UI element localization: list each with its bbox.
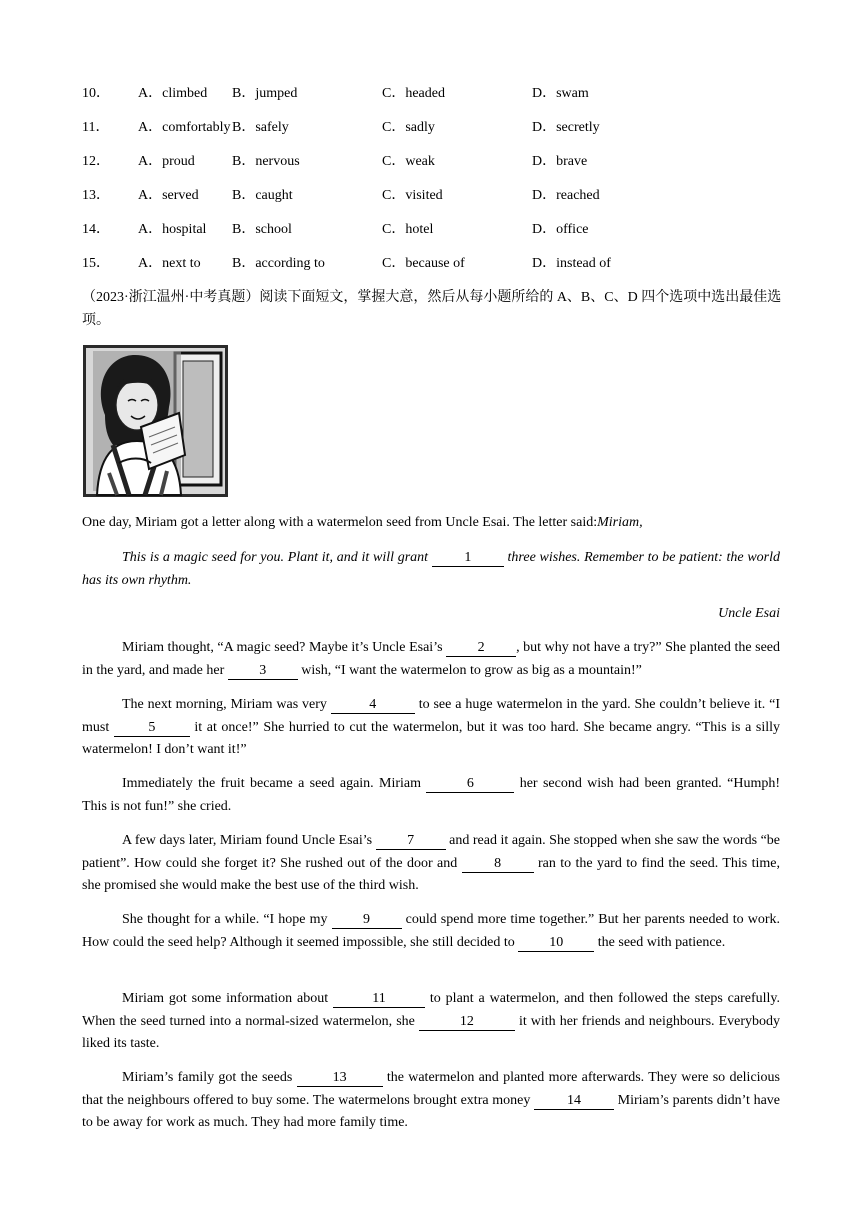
letter-body: [82, 547, 780, 592]
blank-14: 14: [534, 1093, 614, 1110]
paragraph-text: Miriam’s family got the seeds: [122, 1070, 297, 1085]
paragraph-text: A few days later, Miriam found Uncle Esai’s: [122, 833, 376, 848]
paragraph-text: her second wish had been granted. “Humph! This is not fun!” she cried.: [82, 776, 780, 814]
paragraph-text: Miriam got some information about: [122, 991, 334, 1006]
paragraph-text: and read it again. She stopped when she saw the words “be patient”. How could she forget it? She rushed out of the door and: [82, 833, 780, 871]
paragraph-text: it at once!” She hurried to cut the watermelon, but it was too hard. She became angry. “This is a silly watermelon! I don’t want it!”: [82, 719, 780, 758]
option-b: B．safely: [232, 120, 289, 135]
option-b: B．jumped: [232, 86, 298, 101]
blank-1: 1: [432, 550, 504, 567]
option-a: A．next to: [138, 256, 201, 271]
passage-paragraph-7: [82, 988, 780, 1056]
letter-signature: Uncle Esai: [718, 606, 780, 621]
blank-9: 9: [332, 912, 402, 929]
paragraph-text: Miriam thought, “A magic seed? Maybe it’s Uncle Esai’s: [122, 640, 447, 655]
passage-paragraph-3: [82, 694, 780, 762]
option-c: C．visited: [382, 188, 443, 203]
paragraph-text: three wishes. Remember to be patient: the world has its own rhythm.: [82, 550, 781, 588]
paragraph-text: , but why not have a try?” She planted the seed in the yard, and made her: [82, 640, 780, 678]
paragraph-text: could spend more time together.” But her parents needed to work. How could the seed help? Although it seemed impossible, she still decided to: [82, 912, 780, 950]
option-c: C．because of: [382, 256, 465, 271]
passage-paragraph-5: [82, 830, 780, 898]
paragraph-text: The next morning, Miriam was very: [122, 697, 331, 712]
paragraph-text: ran to the yard to find the seed. This time, she promised she would make the best use of the third wish.: [82, 855, 780, 894]
girl-reading-letter-illustration: [83, 345, 228, 497]
option-c: C．weak: [382, 154, 435, 169]
option-a: A．proud: [138, 154, 195, 169]
passage-paragraph-0: [82, 512, 780, 535]
blank-6: 6: [426, 776, 514, 793]
paragraph-text: the watermelon and planted more afterwards. They were so delicious that the neighbours offered to buy some. The watermelons brought extra money: [82, 1070, 780, 1108]
letter-greeting: Miriam,: [597, 515, 643, 530]
option-d: D．office: [532, 222, 589, 237]
paragraph-text: to plant a watermelon, and then followed the steps carefully. When the seed turned into a normal-sized watermelon, she: [82, 991, 781, 1029]
paragraph-text: to see a huge watermelon in the yard. She couldn’t believe it. “I must: [82, 697, 780, 735]
option-b: B．school: [232, 222, 292, 237]
option-b: B．according to: [232, 256, 325, 271]
blank-3: 3: [228, 663, 298, 680]
paragraph-text: She thought for a while. “I hope my: [122, 912, 332, 927]
blank-13: 13: [297, 1070, 383, 1087]
paragraph-text: This is a magic seed for you. Plant it, and it will grant: [122, 550, 432, 565]
option-d: D．brave: [532, 154, 588, 169]
exercise-instructions: （2023·浙江温州·中考真题）阅读下面短文，掌握大意，然后从每小题所给的 A、B、C、D 四个选项中选出最佳选项。: [82, 290, 782, 328]
blank-4: 4: [331, 697, 415, 714]
paragraph-text: One day, Miriam got a letter along with a watermelon seed from Uncle Esai. The letter said:: [82, 515, 598, 530]
question-number: 10．: [82, 86, 110, 101]
question-number: 14．: [82, 222, 110, 237]
passage-paragraph-4: [82, 773, 780, 818]
blank-10: 10: [518, 935, 594, 952]
option-c: C．headed: [382, 86, 445, 101]
option-c: C．hotel: [382, 222, 434, 237]
option-a: A．served: [138, 188, 199, 203]
option-d: D．secretly: [532, 120, 600, 135]
passage-paragraph-2: [82, 637, 780, 682]
blank-8: 8: [462, 856, 534, 873]
option-c: C．sadly: [382, 120, 435, 135]
option-d: D．instead of: [532, 256, 611, 271]
option-a: A．climbed: [138, 86, 208, 101]
passage-paragraph-6: [82, 909, 780, 954]
passage-paragraph-8: [82, 1067, 780, 1135]
option-a: A．hospital: [138, 222, 207, 237]
option-b: B．caught: [232, 188, 293, 203]
blank-2: 2: [446, 640, 516, 657]
question-number: 12．: [82, 154, 110, 169]
paragraph-text: Immediately the fruit became a seed again. Miriam: [122, 776, 427, 791]
question-number: 13．: [82, 188, 110, 203]
paragraph-text: the seed with patience.: [594, 934, 726, 950]
option-d: D．swam: [532, 86, 589, 101]
option-d: D．reached: [532, 188, 600, 203]
paragraph-text: it with her friends and neighbours. Everybody liked its taste.: [82, 1013, 780, 1052]
paragraph-text: wish, “I want the watermelon to grow as big as a mountain!”: [297, 662, 642, 678]
paragraph-text: Miriam’s parents didn’t have to be away for work as much. They had more family time.: [82, 1092, 781, 1131]
question-number: 15．: [82, 256, 110, 271]
option-a: A．comfortably: [138, 120, 231, 135]
blank-5: 5: [114, 720, 190, 737]
question-number: 11．: [82, 120, 110, 135]
blank-12: 12: [419, 1014, 515, 1031]
blank-11: 11: [333, 991, 425, 1008]
blank-7: 7: [376, 833, 446, 850]
option-b: B．nervous: [232, 154, 300, 169]
